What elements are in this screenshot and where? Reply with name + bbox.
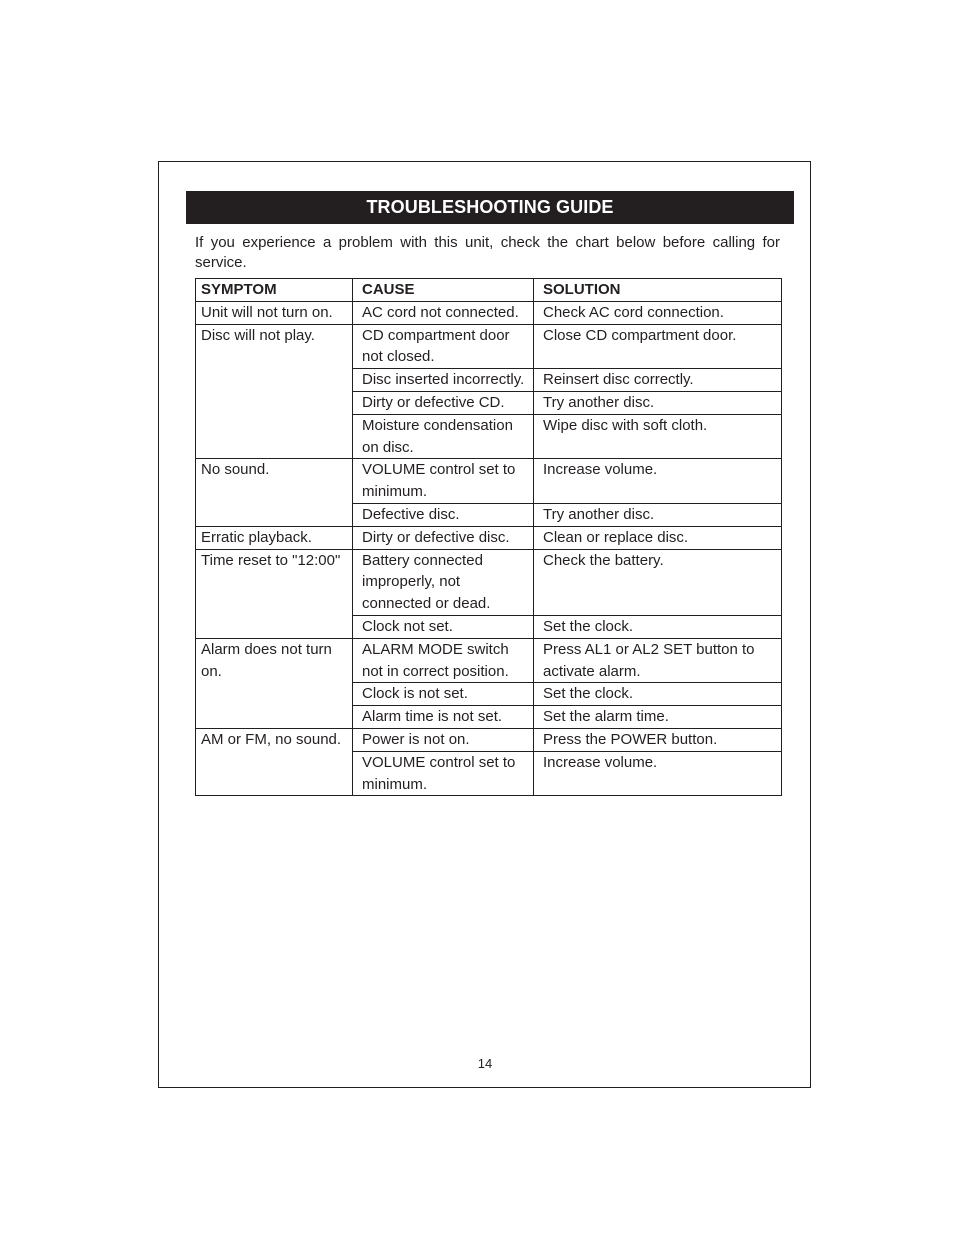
- cause-cell: VOLUME control set to minimum.: [353, 459, 534, 504]
- cause-cell: Disc inserted incorrectly.: [353, 369, 534, 392]
- cause-cell: ALARM MODE switch not in correct position.: [353, 638, 534, 683]
- cause-cell: VOLUME control set to minimum.: [353, 751, 534, 796]
- symptom-cell: Erratic playback.: [196, 526, 353, 549]
- symptom-cell: Alarm does not turn on.: [196, 638, 353, 728]
- solution-cell: Set the clock.: [534, 615, 782, 638]
- symptom-cell: Time reset to "12:00": [196, 549, 353, 638]
- cause-cell: Dirty or defective disc.: [353, 526, 534, 549]
- symptom-cell: Disc will not play.: [196, 324, 353, 459]
- table-row: [196, 526, 782, 549]
- cause-cell: AC cord not connected.: [353, 301, 534, 324]
- cause-cell: Dirty or defective CD.: [353, 391, 534, 414]
- header-symptom: SYMPTOM: [196, 279, 353, 302]
- cause-cell: Moisture condensation on disc.: [353, 414, 534, 459]
- solution-cell: Reinsert disc correctly.: [534, 369, 782, 392]
- solution-cell: Set the alarm time.: [534, 706, 782, 729]
- solution-cell: Check the battery.: [534, 549, 782, 615]
- header-cause: CAUSE: [353, 279, 534, 302]
- solution-cell: Increase volume.: [534, 459, 782, 504]
- table-row: [196, 638, 782, 683]
- intro-paragraph: If you experience a problem with this unit, check the chart below before calling for service.: [195, 234, 780, 271]
- page-number: 14: [477, 1056, 493, 1071]
- table-row: [196, 459, 782, 504]
- symptom-cell: No sound.: [196, 459, 353, 526]
- solution-cell: Press AL1 or AL2 SET button to activate alarm.: [534, 638, 782, 683]
- cause-cell: Defective disc.: [353, 503, 534, 526]
- solution-cell: Close CD compartment door.: [534, 324, 782, 369]
- solution-cell: Set the clock.: [534, 683, 782, 706]
- header-solution: SOLUTION: [534, 279, 782, 302]
- solution-cell: Try another disc.: [534, 391, 782, 414]
- solution-cell: Press the POWER button.: [534, 728, 782, 751]
- table-row: [196, 324, 782, 369]
- troubleshooting-table: [195, 278, 782, 796]
- cause-cell: Clock not set.: [353, 615, 534, 638]
- cause-cell: Battery connected improperly, not connected or dead.: [353, 549, 534, 615]
- page-title: TROUBLESHOOTING GUIDE: [186, 191, 794, 224]
- table-header-row: [196, 279, 782, 302]
- solution-cell: Try another disc.: [534, 503, 782, 526]
- solution-cell: Check AC cord connection.: [534, 301, 782, 324]
- solution-cell: Wipe disc with soft cloth.: [534, 414, 782, 459]
- symptom-cell: Unit will not turn on.: [196, 301, 353, 324]
- cause-cell: CD compartment door not closed.: [353, 324, 534, 369]
- table-row: [196, 728, 782, 751]
- cause-cell: Alarm time is not set.: [353, 706, 534, 729]
- cause-cell: Power is not on.: [353, 728, 534, 751]
- symptom-cell: AM or FM, no sound.: [196, 728, 353, 795]
- table-row: [196, 549, 782, 615]
- solution-cell: Clean or replace disc.: [534, 526, 782, 549]
- table-row: [196, 301, 782, 324]
- cause-cell: Clock is not set.: [353, 683, 534, 706]
- solution-cell: Increase volume.: [534, 751, 782, 796]
